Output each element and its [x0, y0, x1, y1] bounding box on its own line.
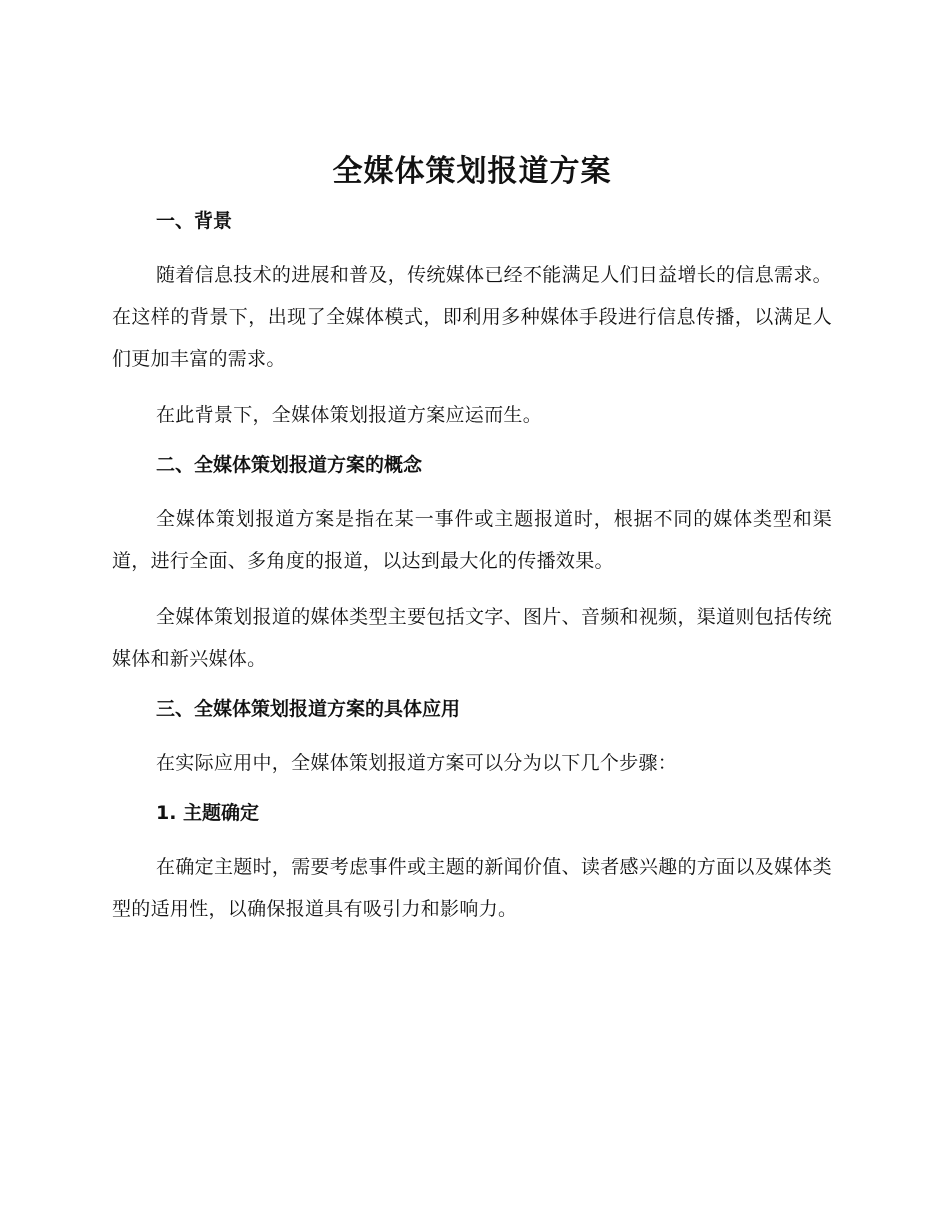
paragraph: 全媒体策划报道的媒体类型主要包括文字、图片、音频和视频，渠道则包括传统媒体和新兴媒体。	[112, 606, 832, 670]
paragraph: 全媒体策划报道方案是指在某一事件或主题报道时，根据不同的媒体类型和渠道，进行全面、多角度的报道，以达到最大化的传播效果。	[112, 508, 832, 572]
document-title: 全媒体策划报道方案	[332, 154, 612, 189]
section-application	[112, 694, 832, 784]
section-topic-determination	[112, 798, 832, 930]
paragraph: 在实际应用中，全媒体策划报道方案可以分为以下几个步骤：	[156, 752, 678, 774]
section-heading: 一、背景	[156, 210, 233, 232]
subsection-heading: 1. 主题确定	[156, 802, 260, 824]
document-body	[112, 150, 832, 944]
section-heading: 二、全媒体策划报道方案的概念	[156, 454, 423, 476]
section-heading: 三、全媒体策划报道方案的具体应用	[156, 698, 461, 720]
paragraph: 在此背景下，全媒体策划报道方案应运而生。	[156, 404, 543, 426]
paragraph: 随着信息技术的进展和普及，传统媒体已经不能满足人们日益增长的信息需求。在这样的背景下，出现了全媒体模式，即利用多种媒体手段进行信息传播，以满足人们更加丰富的需求。	[112, 264, 832, 370]
paragraph: 在确定主题时，需要考虑事件或主题的新闻价值、读者感兴趣的方面以及媒体类型的适用性，以确保报道具有吸引力和影响力。	[112, 856, 832, 920]
section-concept	[112, 450, 832, 680]
section-background	[112, 206, 832, 436]
